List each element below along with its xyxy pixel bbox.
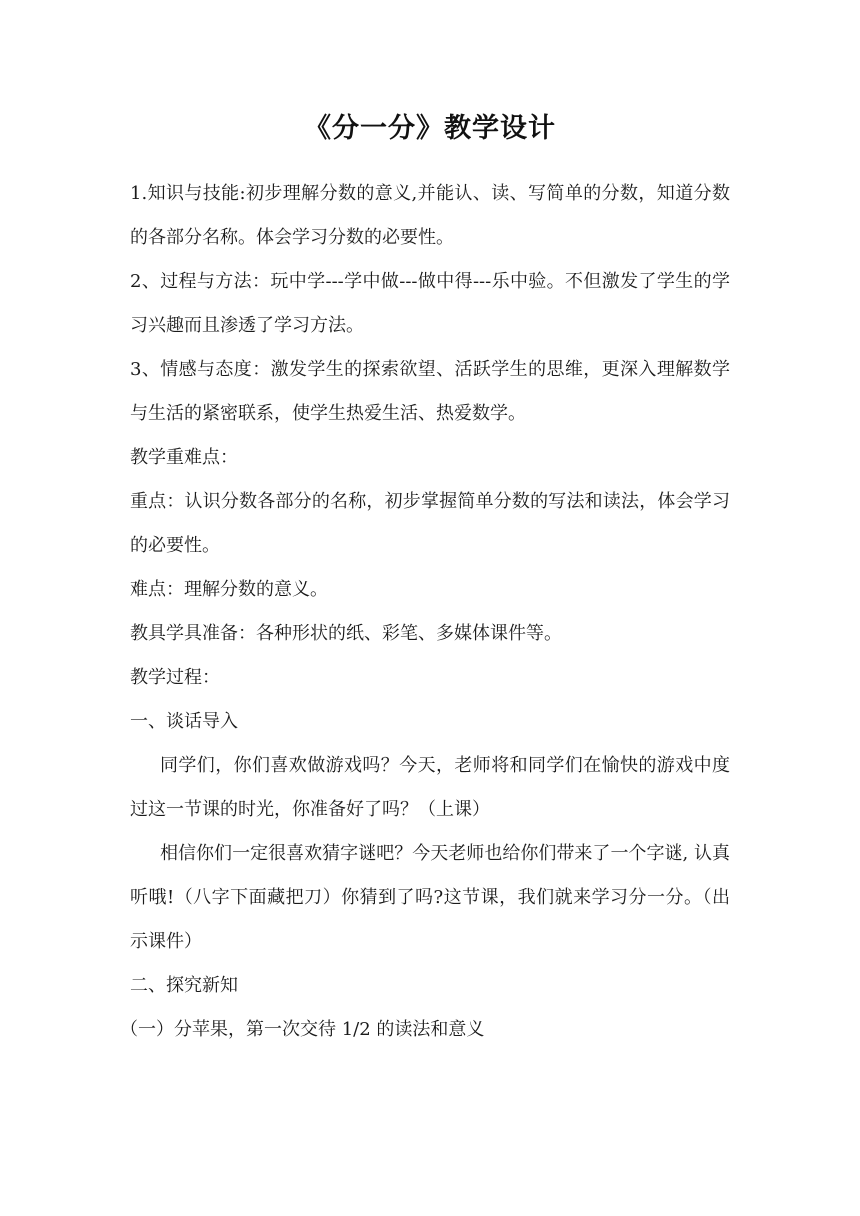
subsection-one-heading: （一）分苹果，第一次交待 1/2 的读法和意义 (120, 1019, 485, 1040)
document-body (120, 172, 730, 1052)
materials-paragraph: 教具学具准备：各种形状的纸、彩笔、多媒体课件等。 (130, 623, 562, 644)
key-point-paragraph: 重点：认识分数各部分的名称，初步掌握简单分数的写法和读法，体会学习的必要性。 (130, 491, 730, 556)
intro-paragraph-2: 相信你们一定很喜欢猜字谜吧？今天老师也给你们带来了一个字谜, 认真听哦!（八字下面藏把刀）你猜到了吗?这节课，我们就来学习分一分。（出示课件） (130, 843, 730, 952)
section-two-heading: 二、探究新知 (130, 975, 238, 996)
objective-attitude-paragraph: 3、情感与态度：激发学生的探索欲望、活跃学生的思维，更深入理解数学与生活的紧密联系，使学生热爱生活、热爱数学。 (130, 359, 730, 424)
difficult-point-paragraph: 难点：理解分数的意义。 (130, 579, 328, 600)
key-points-heading: 教学重难点： (130, 447, 238, 468)
process-heading: 教学过程： (130, 667, 220, 688)
objective-process-paragraph: 2、过程与方法：玩中学---学中做---做中得---乐中验。不但激发了学生的学习兴趣而且渗透了学习方法。 (130, 271, 730, 336)
intro-paragraph-1: 同学们，你们喜欢做游戏吗？今天，老师将和同学们在愉快的游戏中度过这一节课的时光，你准备好了吗？（上课） (130, 755, 730, 820)
document-title: 《分一分》教学设计 (304, 113, 556, 144)
section-one-heading: 一、谈话导入 (130, 711, 238, 732)
objective-knowledge-paragraph: 1.知识与技能:初步理解分数的意义,并能认、读、写简单的分数，知道分数的各部分名称。体会学习分数的必要性。 (130, 183, 730, 248)
